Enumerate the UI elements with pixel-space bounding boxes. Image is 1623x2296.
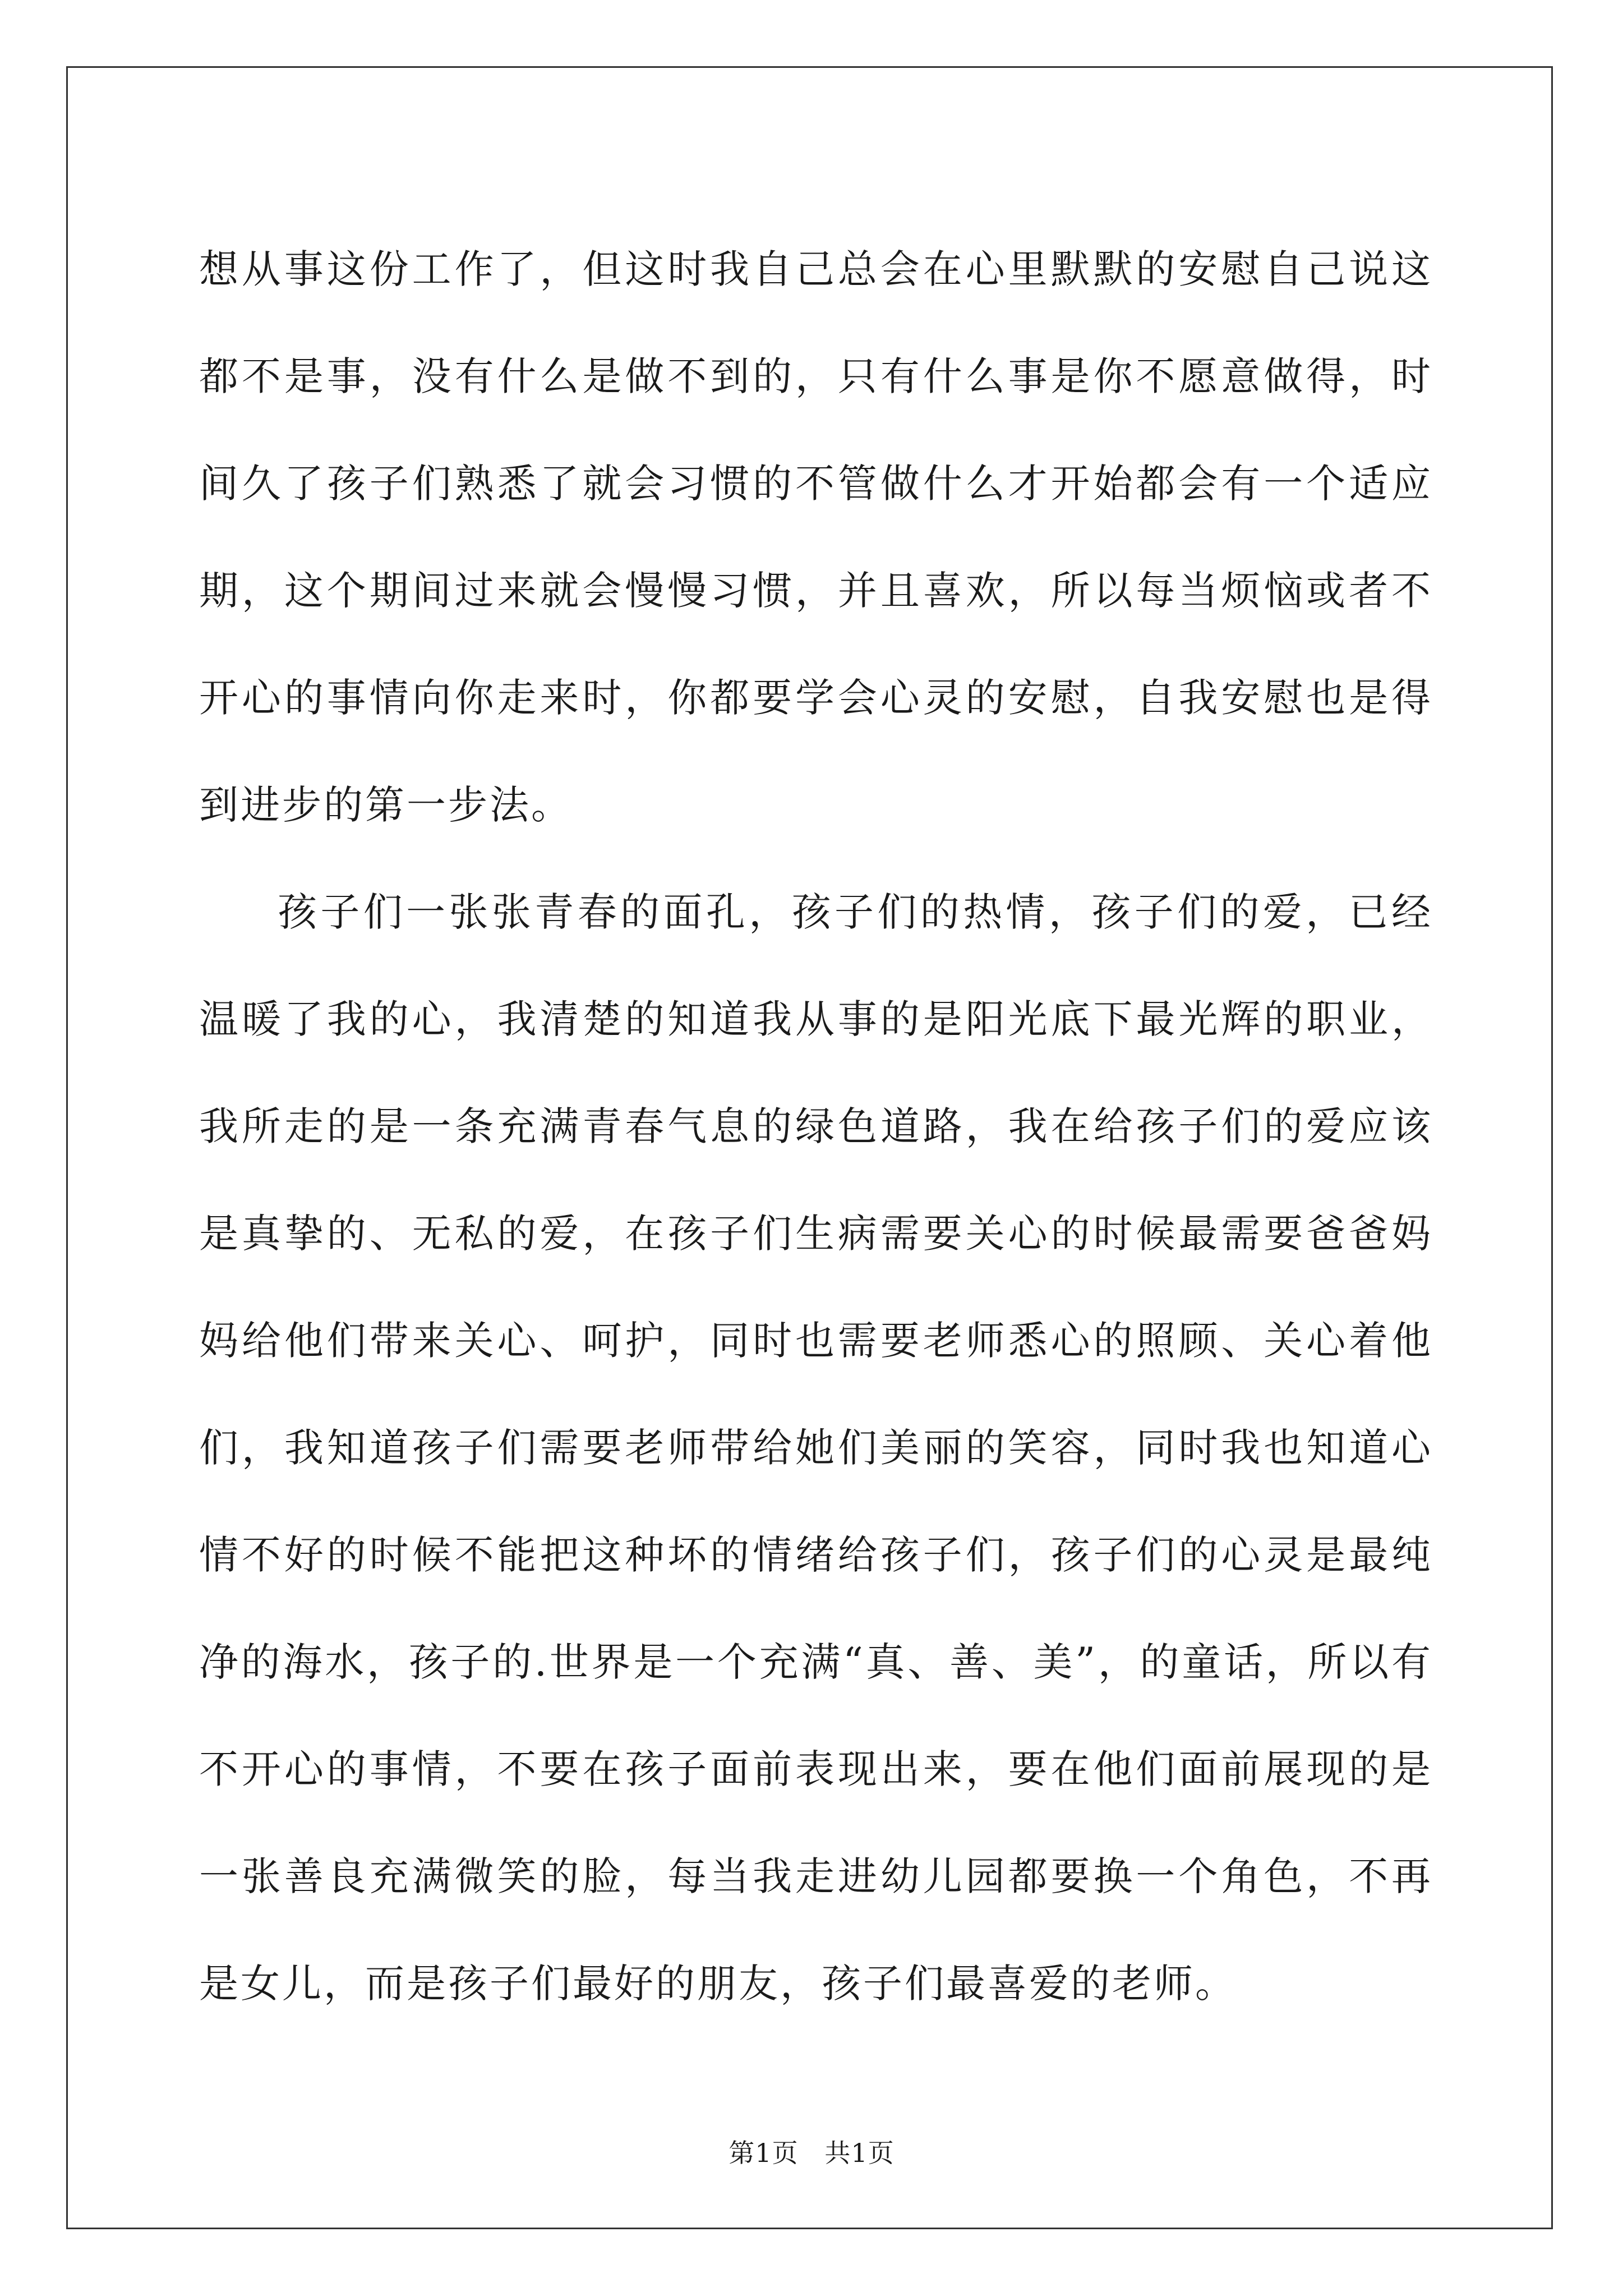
paragraph-1: 想从事这份工作了，但这时我自己总会在心里默默的安慰自己说这都不是事，没有什么是做不到的，只有什么事是你不愿意做得，时间久了孩子们熟悉了就会习惯的不管做什么才开始都会有一个适应期，这个期间过来就会慢慢习惯，并且喜欢，所以每当烦恼或者不开心的事情向你走来时，你都要学会心灵的安慰，自我安慰也是得到进步的第一步法。 — [199, 246, 1433, 828]
document-body — [199, 216, 1433, 2037]
paragraph-2: 孩子们一张张青春的面孔，孩子们的热情，孩子们的爱，已经温暖了我的心，我清楚的知道我从事的是阳光底下最光辉的职业，我所走的是一条充满青春气息的绿色道路，我在给孩子们的爱应该是真挚的、无私的爱，在孩子们生病需要关心的时候最需要爸爸妈妈给他们带来关心、呵护，同时也需要老师悉心的照顾、关心着他们，我知道孩子们需要老师带给她们美丽的笑容，同时我也知道心情不好的时候不能把这种坏的情绪给孩子们，孩子们的心灵是最纯净的海水，孩子的.世界是一个充满“真、善、美”，的童话，所以有不开心的事情，不要在孩子面前表现出来，要在他们面前展现的是一张善良充满微笑的脸，每当我走进幼儿园都要换一个角色，不再是女儿，而是孩子们最好的朋友，孩子们最喜爱的老师。 — [199, 889, 1433, 2007]
page-footer: 第1页 共1页 — [728, 2138, 895, 2168]
